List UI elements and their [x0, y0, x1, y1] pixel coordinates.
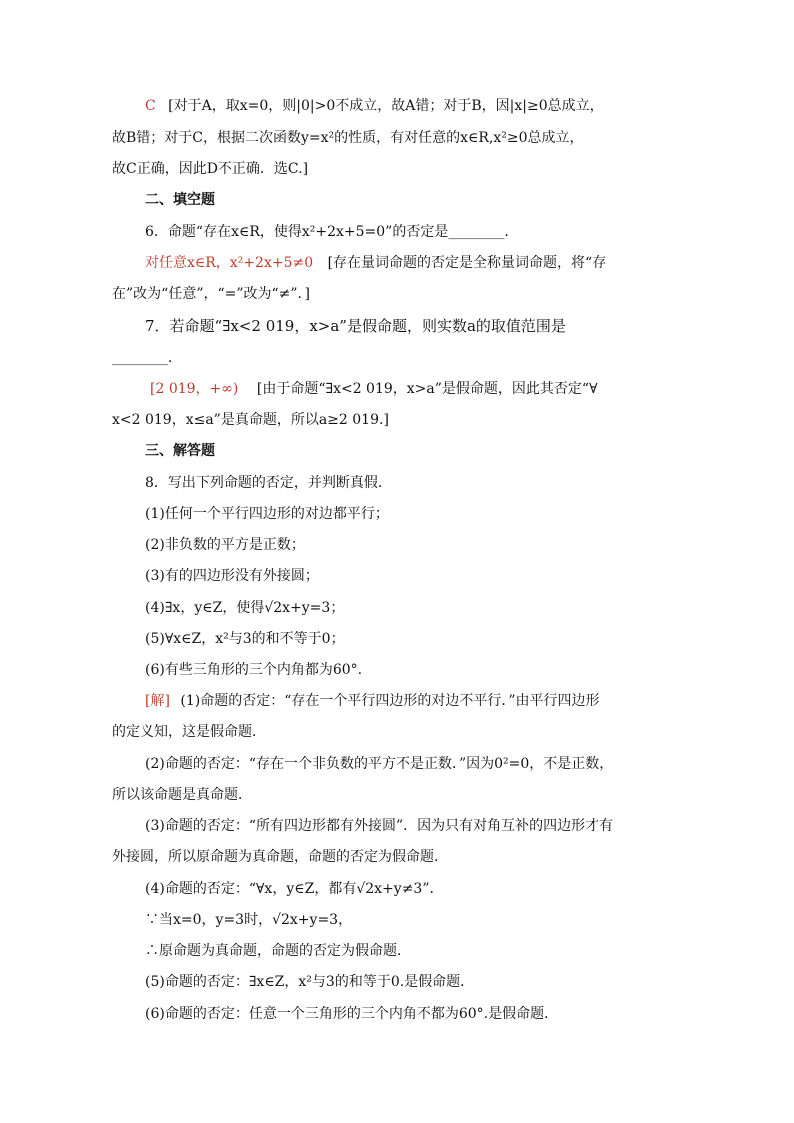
solution-text-1: (1)命题的否定：“存在一个平行四边形的对边不平行．”由平行四边形 — [180, 693, 600, 709]
q8-item-5: (5)∀x∈Z，x²与3的和不等于0； — [145, 631, 345, 647]
q8-item-4: (4)∃x，y∈Z，使得√2x+y=3； — [145, 600, 345, 616]
solution-text-7: (4)命题的否定：“∀x，y∈Z，都有√2x+y≠3”． — [145, 881, 444, 897]
solution-text-5: (3)命题的否定：“所有四边形都有外接圆”．因为只有对角互补的四边形才有 — [145, 818, 614, 834]
q7-answer: [2 019，+∞) — [150, 381, 239, 397]
solution-text-6: 外接圆，所以原命题为真命题，命题的否定为假命题． — [112, 849, 448, 865]
solution-text-9: ∴原命题为真命题，命题的否定为假命题． — [145, 943, 411, 959]
q5-explanation-2: 故B错；对于C，根据二次函数y=x²的性质，有对任意的x∈R,x²≥0总成立， — [112, 130, 584, 146]
solution-text-10: (5)命题的否定：∃x∈Z，x²与3的和等于0.是假命题． — [145, 974, 475, 990]
q7-answer-line — [150, 379, 598, 399]
q7-explanation-1: [由于命题“∃x<2 019，x>a”是假命题，因此其否定“∀ — [256, 381, 598, 397]
q8-item-3: (3)有的四边形没有外接圆； — [145, 568, 319, 584]
q8-item-2: (2)非负数的平方是正数； — [145, 537, 305, 553]
solution-text-4: 所以该命题是真命题． — [112, 787, 252, 803]
solution-text-2: 的定义知，这是假命题． — [112, 724, 266, 740]
q5-line-1 — [145, 96, 604, 116]
q6-stem: 6．命题“存在x∈R，使得x²+2x+5=0”的否定是________． — [145, 224, 519, 240]
q6-answer: 对任意x∈R，x²+2x+5≠0 — [145, 255, 314, 271]
q6-explanation-1: [存在量词命题的否定是全称量词命题，将“存 — [327, 255, 607, 271]
q6-explanation-2: 在”改为“任意”，“=”改为“≠”．] — [112, 286, 311, 302]
q7-explanation-2: x<2 019，x≤a”是真命题，所以a≥2 019.] — [112, 412, 389, 428]
q8-stem: 8．写出下列命题的否定，并判断真假． — [145, 475, 392, 491]
solution-text-8: ∵当x=0，y=3时，√2x+y=3， — [145, 912, 353, 928]
q8-item-1: (1)任何一个平行四边形的对边都平行； — [145, 506, 389, 522]
q7-stem-2: ________． — [112, 350, 182, 366]
solution-text-3: (2)命题的否定：“存在一个非负数的平方不是正数．”因为0²=0，不是正数， — [145, 756, 614, 772]
q5-explanation-1: [对于A，取x=0，则|0|>0不成立，故A错；对于B，因|x|≥0总成立， — [168, 98, 604, 114]
q8-solution-line-1 — [145, 691, 600, 711]
section-answer-heading: 三、解答题 — [145, 443, 215, 459]
q5-answer: C — [145, 98, 156, 114]
solution-tag: [解] — [145, 693, 170, 709]
q7-stem-1: 7．若命题“∃x<2 019，x>a”是假命题，则实数a的取值范围是 — [145, 317, 566, 335]
q5-explanation-3: 故C正确，因此D不正确．选C.] — [112, 161, 309, 177]
q6-answer-line — [145, 253, 606, 273]
q8-item-6: (6)有些三角形的三个内角都为60°. — [145, 662, 363, 678]
solution-text-11: (6)命题的否定：任意一个三角形的三个内角不都为60°.是假命题． — [145, 1006, 559, 1022]
section-fill-blank-heading: 二、填空题 — [145, 192, 215, 208]
